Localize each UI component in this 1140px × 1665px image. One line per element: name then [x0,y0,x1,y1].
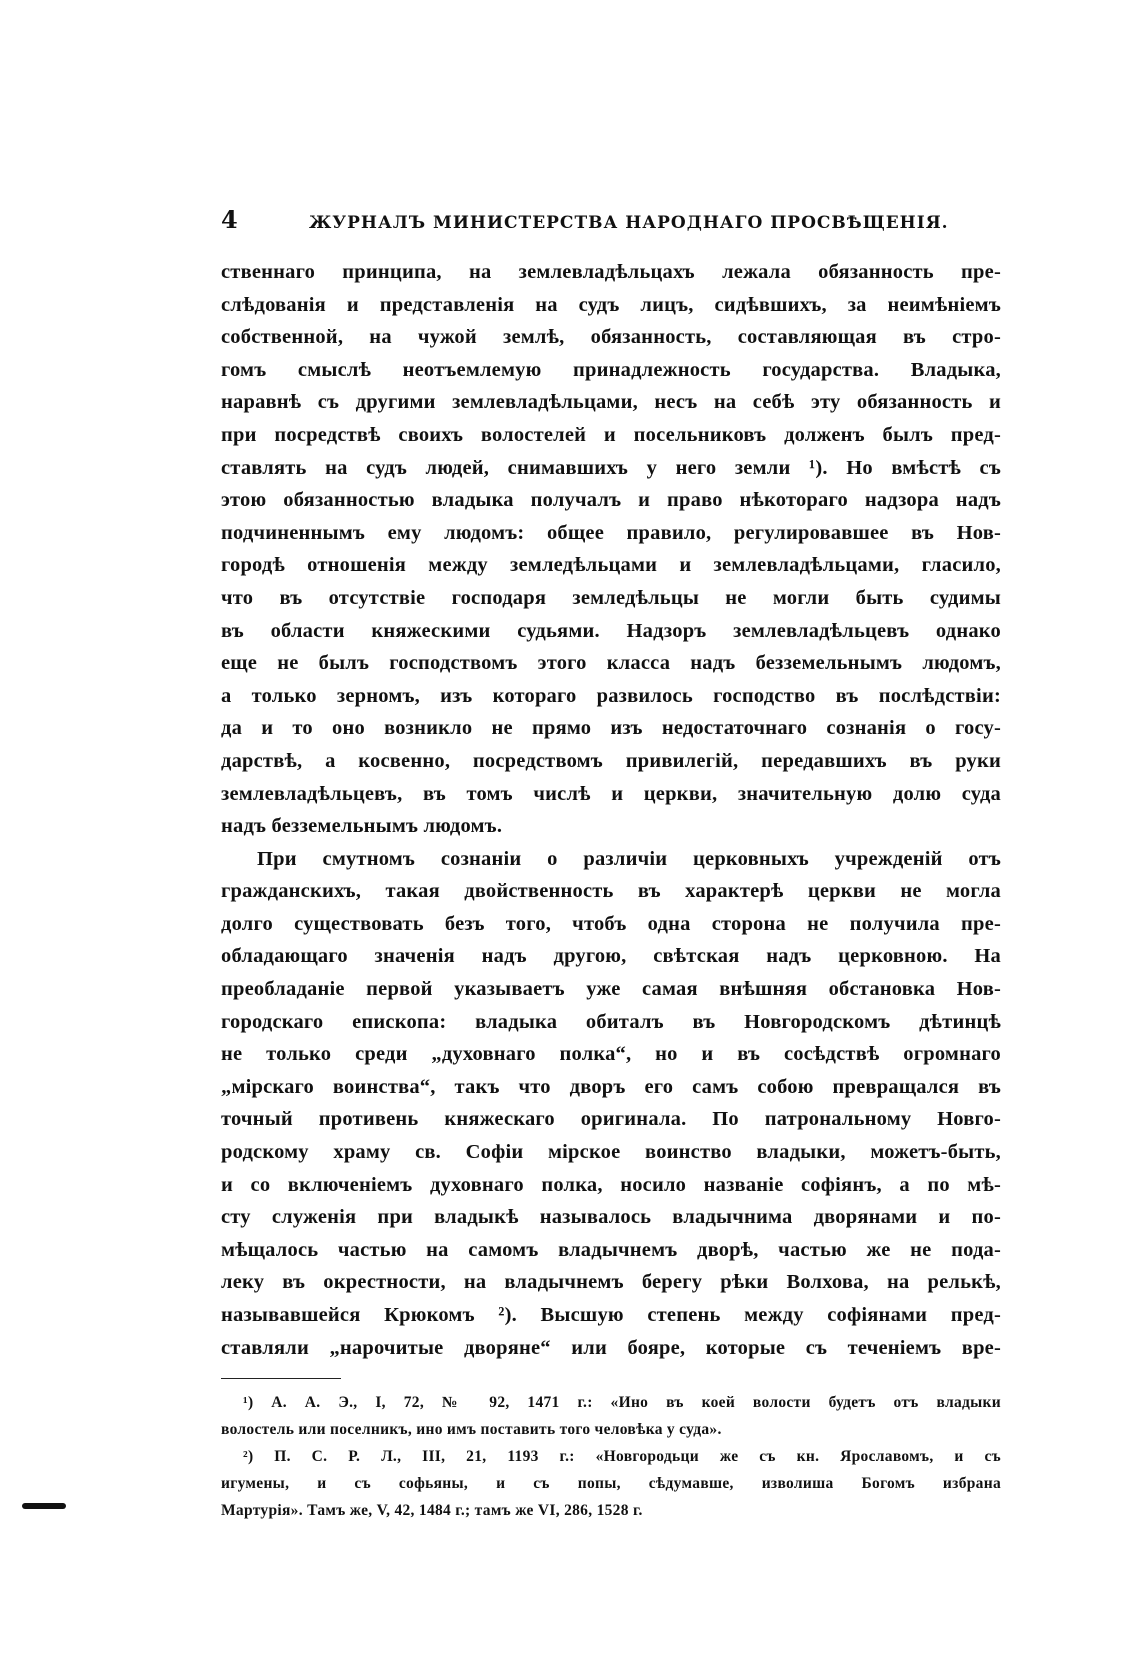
body-text [221,256,1001,1364]
paragraph-start: При смутномъ сознаніи о различіи церковныхъ учрежденій отъ [257,847,1001,870]
body-line: ставляли „нарочитые дворяне“ или бояре, которые съ теченіемъ вре- [221,1336,1001,1359]
footnotes [221,1389,1001,1524]
page-number: 4 [221,205,239,234]
body-line: ственнаго принципа, на землевладѣльцахъ лежала обязанность пре- [221,261,1001,283]
body-line: дарствѣ, а косвенно, посредствомъ привилегій, передавшихъ въ руки [221,749,1001,772]
body-line: обладающаго значенія надъ другою, свѣтская надъ церковною. На [221,945,1001,968]
body-line: „мірскаго воинства“, такъ что дворъ его самъ собою превращался въ [221,1075,1001,1098]
body-line: а только зерномъ, изъ котораго развилось господство въ послѣдствіи: [221,684,1001,707]
body-line: долго существовать безъ того, чтобъ одна сторона не получила пре- [221,912,1001,935]
body-line: подчиненнымъ ему людомъ: общее правило, регулировавшее въ Нов- [221,521,1001,544]
footnote-divider [221,1378,341,1379]
body-line: ставлять на судъ людей, снимавшихъ у него земли ¹). Но вмѣстѣ съ [221,456,1001,479]
footnote-2-cont: Мартурія». Тамъ же, V, 42, 1484 г.; тамъ же VI, 286, 1528 г. [221,1502,643,1520]
body-line: городскаго епископа: владыка обиталъ въ Новгородскомъ дѣтинцѣ [221,1010,1001,1033]
footnote-1: ¹) А. А. Э., I, 72, № 92, 1471 г.: «Ино въ коей волости будетъ отъ владыки [243,1394,1001,1412]
body-line: слѣдованія и представленія на судъ лицъ, сидѣвшихъ, за неимѣніемъ [221,293,1001,316]
footnote-2-cont: игумены, и съ софьяны, и съ попы, сѣдумавше, изволиша Богомъ избрана [221,1475,1001,1493]
body-line: мѣщалось частью на самомъ владычнемъ дворѣ, частью же не пода- [221,1238,1001,1261]
body-line: леку въ окрестности, на владычнемъ берегу рѣки Волхова, на релькѣ, [221,1271,1001,1294]
body-line: да и то оно возникло не прямо изъ недостаточнаго сознанія о госу- [221,717,1001,740]
body-line: называвшейся Крюкомъ ²). Высшую степень между софіянами пред- [221,1304,1001,1326]
body-line: гомъ смыслѣ неотъемлемую принадлежность государства. Владыка, [221,358,1001,381]
body-line: сту служенія при владыкѣ называлось владычнима дворянами и по- [221,1206,1001,1229]
body-line: преобладаніе первой указываетъ уже самая внѣшняя обстановка Нов- [221,978,1001,1001]
body-line: въ области княжескими судьями. Надзоръ землевладѣльцевъ однако [221,619,1001,642]
body-line: при посредствѣ своихъ волостелей и посельниковъ долженъ былъ пред- [221,423,1001,446]
footnote-2: ²) П. С. Р. Л., III, 21, 1193 г.: «Новгородьци же съ кн. Ярославомъ, и съ [243,1448,1001,1466]
body-line: надъ безземельнымъ людомъ. [221,815,503,838]
body-line: что въ отсутствіе господаря земледѣльцы не могли быть судимы [221,586,1001,609]
body-line: городѣ отношенія между земледѣльцами и землевладѣльцами, гласило, [221,554,1001,577]
margin-mark [22,1503,66,1509]
book-page [221,205,1001,1524]
body-line: собственной, на чужой землѣ, обязанность, составляющая въ стро- [221,326,1001,349]
footnote-1-cont: волостель или поселникъ, ино имъ поставить того человѣка у суда». [221,1421,722,1439]
body-line: землевладѣльцевъ, въ томъ числѣ и церкви, значительную долю суда [221,782,1001,805]
journal-title: ЖУРНАЛЪ МИНИСТЕРСТВА НАРОДНАГО ПРОСВѢЩЕНІЯ. [309,213,949,233]
body-line: гражданскихъ, такая двойственность въ характерѣ церкви не могла [221,880,1001,903]
body-line: родскому храму св. Софіи мірское воинство владыки, можетъ-быть, [221,1141,1001,1164]
body-line: наравнѣ съ другими землевладѣльцами, несъ на себѣ эту обязанность и [221,391,1001,414]
body-line: не только среди „духовнаго полка“, но и въ сосѣдствѣ огромнаго [221,1043,1001,1066]
body-line: и со включеніемъ духовнаго полка, носило названіе софіянъ, а по мѣ- [221,1173,1001,1196]
body-line: точный противень княжескаго оригинала. По патрональному Новго- [221,1108,1001,1131]
running-head [221,205,1001,234]
body-line: этою обязанностью владыка получалъ и право нѣкотораго надзора надъ [221,489,1001,512]
body-line: еще не былъ господствомъ этого класса надъ безземельнымъ людомъ, [221,652,1001,675]
